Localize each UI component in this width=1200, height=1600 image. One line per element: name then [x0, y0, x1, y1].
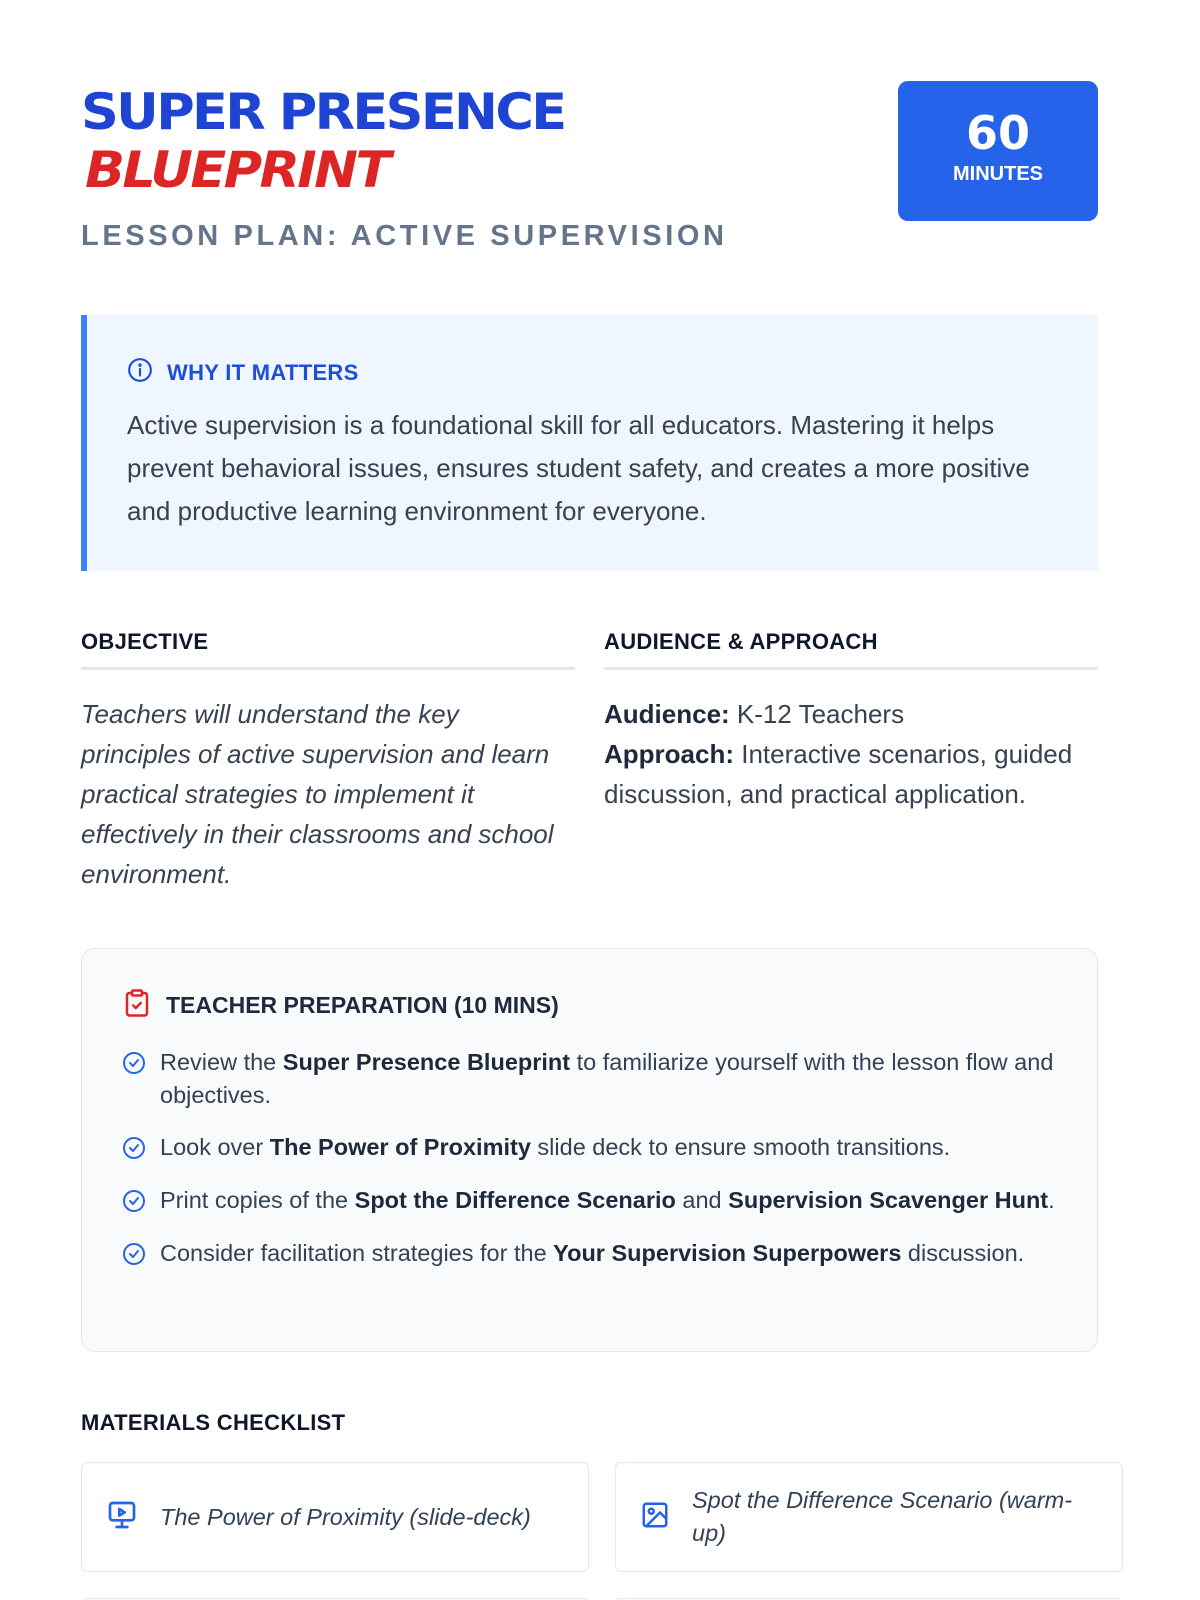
- preparation-item-text: Review the Super Presence Blueprint to familiarize yourself with the lesson flow and objectives.: [160, 1049, 1054, 1108]
- page-subtitle: LESSON PLAN: ACTIVE SUPERVISION: [81, 220, 728, 252]
- approach-value: Interactive scenarios, guided discussion, and practical application.: [604, 739, 1073, 809]
- page-header: [81, 0, 1098, 280]
- title-line-2: BLUEPRINT: [85, 141, 389, 199]
- check-circle-icon: [122, 1242, 146, 1271]
- objective-audience-section: [81, 629, 1098, 894]
- preparation-item-text: Look over The Power of Proximity slide deck to ensure smooth transitions.: [160, 1134, 951, 1160]
- objective-column: [81, 629, 575, 894]
- callout-title: WHY IT MATTERS: [167, 359, 359, 385]
- material-card: [615, 1462, 1123, 1572]
- approach-label: Approach:: [604, 739, 734, 769]
- preparation-item-text: Print copies of the Spot the Difference Scenario and Supervision Scavenger Hunt.: [160, 1187, 1055, 1213]
- preparation-item-text: Consider facilitation strategies for the Your Supervision Superpowers discussion.: [160, 1240, 1025, 1266]
- material-card: [81, 1462, 589, 1572]
- duration-value: 60: [965, 106, 1030, 160]
- preparation-title: TEACHER PREPARATION (10 MINS): [166, 992, 559, 1018]
- material-label: Spot the Difference Scenario (warm-up): [692, 1487, 1073, 1546]
- list-item: [122, 1046, 1057, 1112]
- preparation-header: [122, 987, 1057, 1024]
- audience-value: K-12 Teachers: [736, 699, 905, 729]
- materials-grid: [81, 1462, 1098, 1600]
- callout-header: [127, 357, 1058, 388]
- check-circle-icon: [122, 1051, 146, 1080]
- image-icon: [640, 1500, 670, 1535]
- objective-heading: OBJECTIVE: [81, 629, 575, 670]
- presentation-icon: [106, 1499, 138, 1536]
- objective-text: Teachers will understand the key principles of active supervision and learn practical strategies to implement it effectively in their classrooms and school environment.: [81, 699, 554, 889]
- duration-badge: [898, 81, 1098, 221]
- duration-unit: MINUTES: [953, 163, 1043, 185]
- title-line-1: SUPER PRESENCE: [81, 83, 565, 141]
- audience-approach-heading: AUDIENCE & APPROACH: [604, 629, 1098, 670]
- materials-heading: MATERIALS CHECKLIST: [81, 1410, 346, 1435]
- list-item: [122, 1131, 1057, 1165]
- check-circle-icon: [122, 1136, 146, 1165]
- audience-label: Audience:: [604, 699, 730, 729]
- why-it-matters-callout: [81, 315, 1098, 571]
- material-label: The Power of Proximity (slide-deck): [160, 1503, 531, 1530]
- info-icon: [127, 357, 153, 388]
- list-item: [122, 1237, 1057, 1271]
- list-item: [122, 1184, 1057, 1218]
- callout-text: Active supervision is a foundational skill for all educators. Mastering it helps prevent behavioral issues, ensures student safety, and creates a more positive and productive learning environment for everyone.: [127, 410, 1030, 526]
- preparation-list: [122, 1046, 1057, 1271]
- audience-line: [604, 694, 1098, 734]
- audience-approach-text: [604, 694, 1098, 814]
- teacher-preparation-card: [81, 948, 1098, 1352]
- audience-approach-column: [604, 629, 1098, 894]
- approach-line: [604, 734, 1098, 814]
- clipboard-check-icon: [122, 987, 152, 1024]
- check-circle-icon: [122, 1189, 146, 1218]
